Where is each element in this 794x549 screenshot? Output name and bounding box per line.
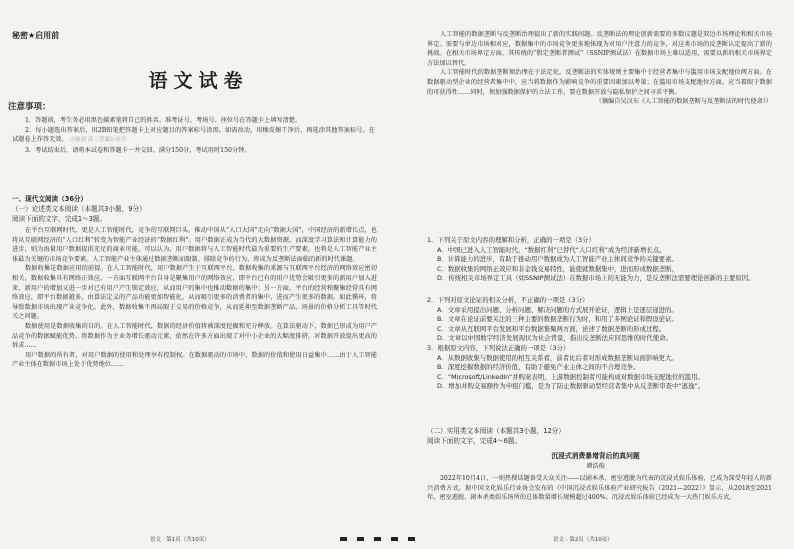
option-a: A．文章采用提出问题、分析问题、解决问题的方式展开论证，逻辑上是逐层递进的。 [437,305,678,314]
option-b: B．计算能力的进步，有助于推动用户数据成为人工智能产业主体间竞争的关键要素。 [437,255,678,264]
watermark-stamp: Ⓐ原创 高三答案公众号 [69,137,127,144]
passage-continued [427,30,772,107]
question-1 [427,236,772,284]
binding-mark [374,537,381,541]
passage-paragraph: 人工智能的数据垄断与反垄断治理提出了新的实践问题。反垄断法的理论创新需要的多数议题是双边市场理论和相关市场界定。需要与单边市场相对应，数据集中的市场竞争更多地体现为对用户注意力的竞争，对这类市场的反垄断认定提出了新的挑战。在相关市场界定方面，其传统的“假定垄断者测试”（SSNIP测试法）在数据市场上难以适用，需要以新的相关市场界定方法加以替代。 [427,31,772,67]
section-1-heading: 一、现代文阅读（36分） [12,195,88,203]
section-1-instruction: 阅读下面的文字，完成1～3题。 [12,215,107,223]
article-title: 沉浸式消费暴增背后的真问题 [551,452,640,460]
option-c: C．文章从互联网平台发展和平台数据集聚两方面，论述了数据垄断的形成过程。 [437,324,666,333]
option-a: A．从数据收集与数据使用的相互关系看，前者比后者对形成数据垄断局面影响更大。 [437,353,678,362]
passage-paragraph: 数据使用是数据收集的目的。在人工智能时代，数据的经济价值将被深度挖掘和充分释放。在算法驱动下，数据已形成为用户产品竞争的数据赋能优势，将数据作为主业务增长驱动元素，依然在许多方面出现了对中小企业的大幅度排挤，对数据开放提出更高的诉求…… [12,322,377,350]
option-b: B．深度挖掘数据的经济价值，有助于避免产业主体之间的不合理竞争。 [437,363,640,372]
exam-title: 语文试卷 [148,70,249,92]
section-1-sub2: （二）实用类文本阅读（本题共3小题，12分） [427,427,565,435]
option-c: C．数据收集的网络正效应和非金钱交易特性，能使就数据集中，进而形成数据垄断。 [437,264,678,273]
option-d: D．增加并购交易额作为申报门槛，是为了防止数据驱动型经营者集中从反垄断审查中“逃逸”。 [437,382,705,391]
binding-mark [340,537,347,541]
confidential-mark: 秘密★启用前 [12,31,60,40]
article-author: 谭浩俊 [586,463,605,470]
section-1-sub2-instruction: 阅读下面的文字，完成4～6题。 [427,437,522,445]
note-item: 3．考试结束后，请将本试卷和答题卡一并交回。满分150分，考试用时150分钟。 [25,146,251,154]
article-paragraph: 2022年10月4日，一则热搜话题备受大众关注——以剧本杀、密室逃脱为代表的沉浸式娱乐体验，已成为深受年轻人的新兴消费方式。据中国文化娱乐行业协会发布的《中国沉浸式娱乐体验产业研究报告（2021—2022）》显示，从2018至2021年，密室逃脱、剧本杀类娱乐场所的总体数量增长规模超过400%。沉浸式娱乐体验已经成为一大热门娱乐方式。 [427,475,772,502]
passage-paragraph: 数据收集是数据应用的前提。在人工智能时代，用户数据产生于互联网平台。数据收集的来源与互联网平台经济的网络效应密切相关。数据收集具有网络正效应。一方面互联网平台自身是聚集用户的网络效应，即平台已有的用户优势会吸引更多的新用户加入进来，新用户的增加又进一步对已有用户产生锁定效应，从而用户的集中也推动数据的集中；另一方面，平台的经营和聚集经营具有网络效应，即平台数据越多，由算法定义的产品功能更加智能化，从而吸引更多的消费者的集中，进而产生更多的数据。如此循环，将导致数据市场出现产业竞争化。此外，数据收集不再局限于交易的价格竞争，从而延伸至数据垄断产品、场景的价格分析工具等时代关之问题。 [12,265,377,321]
notes-list [12,116,375,155]
section-1-sub1: （一）论述类文本阅读（本题共3小题，9分） [12,205,146,213]
page-footer-left: 语文 · 第1页（共10页） [150,537,210,543]
page-footer-right: 语文 · 第2页（共10页） [553,537,613,543]
article-body [427,474,772,503]
question-3 [427,344,772,392]
option-c: C．“Microsoft/LinkedIn”并购案表明，上游数据控制者可能构成对数据市场支配地位的滥用。 [437,372,704,381]
notes-heading: 注意事项： [8,102,51,112]
option-d: D．传统相关市场界定工具（如SSNIP测试法）在数据市场上的无能为力，是反垄断法需要理论创新的主要原因。 [437,274,755,283]
passage-paragraph: 用户数据的所有者，对用户数据的使用和处理享有控制权。在数据驱动的市场中，数据的价值和使用日益集中……由于人工智能产业主体在数据市场上处于优势地位…… [12,351,377,369]
option-d: D．文章以中国数字经济发展现状为社会背景，指出反垄断法应同思维的时代使命。 [437,334,672,343]
note-item: 2．每小题选出答案后，用2B铅笔把答题卡上对应题目的答案标号涂黑。如需改动，用橡皮擦干净后，再选涂其他答案标号。在试题卷上作答无效。 Ⓐ原创 高三答案公众号 [12,126,375,144]
passage-source: （摘编自吴汉东《人工智能的数据垄断与反垄断法的时代使命》） [595,98,772,106]
question-stem: 3．根据原文内容，下列说法正确的一项是（3分） [427,344,570,352]
question-stem: 2．下列对原文论证的相关分析，不正确的一项是（3分） [427,296,589,304]
passage-body [12,226,377,370]
passage-paragraph: 在平台互联网时代，更是人工智能时代。竞争的互联网巨头，推动中国从“人口大国”走向“数据大国”，中国经济的新增长点，也将从互联网经济的“人口红利”转变为智能产业经济的“数据红利”。用户数据正成为当代的大数据资源，而深度学习算法和计算能力的进步，则为海量用户数据提供充足的商业可能。可以认为，用户数据将与人工智能时代最为重要的生产要素，也将是人工智能产业主体最为关键的市场竞争要素。人工智能产业主体通过数据垄断而限制、排除竞争的行为，将成为反垄断法面临的新的时代课题。 [12,227,377,263]
question-2 [427,296,772,344]
passage-paragraph: 人工智能时代的数据垄断须治理在于法定化。反垄断法的实体规则主要集中于经营者集中与滥用市场支配地位两方面。在数据驱动型企业的经营者集中中，应当将数据作为影响竞争的重要因素加以考量；在滥用市场支配地位方面，应当着眼于数据的可获得性……同时，须加强数据保护的立法工作，要在数据开放与隐私保护之间寻求平衡。 [427,69,772,96]
note-item: 1．答题前，考生务必用黑色碳素笔将自己的姓名、准考证号、考场号、座位号在答题卡上填写清楚。 [25,117,302,124]
question-stem: 1．下列关于原文内容的理解和分析，正确的一项是（3分） [427,236,595,244]
option-b: B．文章在论证前要关注的三种主要的数据垄断行为时，和用了多例论证和假设论证。 [437,315,678,324]
option-a: A．中国已进入人工智能时代，“数据红利”已替代“人口红利”成为经济新增长点。 [437,245,666,254]
binding-mark [357,537,364,541]
